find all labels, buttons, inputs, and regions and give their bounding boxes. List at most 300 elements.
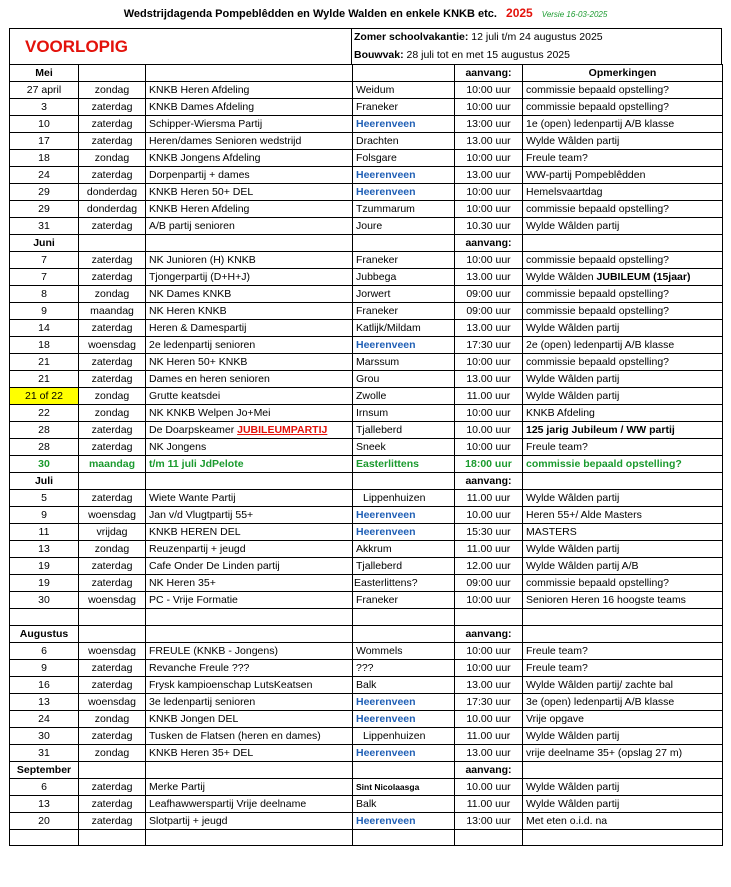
row-note	[523, 354, 723, 371]
row-location: Easterlittens?	[353, 575, 455, 592]
table-row	[10, 252, 723, 269]
row-date: 17	[10, 133, 79, 150]
row-note	[523, 184, 723, 201]
row-time: 10:00 uur	[455, 354, 523, 371]
row-day: zaterdag	[79, 354, 146, 371]
row-event-text: Tusken de Flatsen (heren en dames)	[149, 729, 321, 742]
table-row	[10, 133, 723, 150]
row-event-text: 2e ledenpartij senioren	[149, 339, 256, 351]
table-row	[10, 371, 723, 388]
row-note	[523, 795, 723, 812]
row-event	[146, 524, 353, 541]
row-note-text: commissie bepaald opstelling?	[526, 288, 669, 300]
row-day: zaterdag	[79, 167, 146, 184]
row-event	[146, 795, 353, 812]
row-note-text: Wylde Wâlden partij/ zachte bal	[526, 678, 673, 691]
row-event-text: NK Heren 35+	[149, 577, 216, 589]
row-time: 10:00 uur	[455, 201, 523, 218]
row-note	[523, 218, 723, 235]
empty-cell	[353, 829, 455, 846]
title-version: Versie 16-03-2025	[541, 10, 608, 19]
row-day: zaterdag	[79, 575, 146, 592]
section-row-juni	[10, 235, 723, 252]
row-location: Weidum	[353, 82, 455, 99]
row-event	[146, 388, 353, 405]
row-day: donderdag	[79, 201, 146, 218]
empty-cell	[79, 609, 146, 626]
zomer-vakantie	[354, 31, 603, 43]
row-day: zaterdag	[79, 252, 146, 269]
row-date: 11	[10, 524, 79, 541]
row-date: 6	[10, 642, 79, 659]
empty-cell	[79, 761, 146, 778]
row-note-text: Wylde Wâlden partij	[526, 492, 620, 504]
row-day: zaterdag	[79, 116, 146, 133]
row-event	[146, 778, 353, 795]
row-note	[523, 337, 723, 354]
row-location: Heerenveen	[353, 167, 455, 184]
row-event-text: PC - Vrije Formatie	[149, 594, 238, 606]
row-time: 10:00 uur	[455, 150, 523, 167]
row-event	[146, 150, 353, 167]
row-event	[146, 218, 353, 235]
row-event	[146, 693, 353, 710]
row-event-text: KNKB Jongens Afdeling	[149, 152, 261, 164]
row-event-text: NK KNKB Welpen Jo+Mei	[149, 407, 271, 419]
row-day: zondag	[79, 710, 146, 727]
row-date: 21 of 22	[10, 388, 79, 405]
row-event-text: Frysk kampioenschap LutsKeatsen	[149, 678, 313, 691]
opmerkingen-header: Opmerkingen	[523, 65, 723, 82]
row-note-text: Wylde Wâlden partij	[526, 797, 620, 810]
row-event-text: KNKB Heren Afdeling	[149, 84, 250, 96]
row-note-text: Wylde Wâlden partij	[526, 220, 620, 232]
row-note-text: Wylde Wâlden partij	[526, 322, 620, 334]
row-note	[523, 303, 723, 320]
row-time: 13.00 uur	[455, 269, 523, 286]
empty-cell	[353, 473, 455, 490]
section-title: Augustus	[10, 625, 79, 642]
row-note	[523, 676, 723, 693]
row-date: 19	[10, 575, 79, 592]
row-event-text: NK Junioren (H) KNKB	[149, 254, 256, 266]
row-note-text: commissie bepaald opstelling?	[526, 458, 682, 470]
table-row	[10, 558, 723, 575]
row-event	[146, 456, 353, 473]
row-event-text: Heren & Damespartij	[149, 322, 247, 334]
row-date: 20	[10, 812, 79, 829]
row-location: Heerenveen	[353, 812, 455, 829]
row-note	[523, 710, 723, 727]
row-date: 7	[10, 252, 79, 269]
row-location: Joure	[353, 218, 455, 235]
row-event-text: NK Heren 50+ KNKB	[149, 356, 248, 368]
table-row	[10, 456, 723, 473]
row-date: 14	[10, 320, 79, 337]
row-time: 13.00 uur	[455, 676, 523, 693]
row-note	[523, 490, 723, 507]
row-time: 10:00 uur	[455, 642, 523, 659]
row-date: 31	[10, 744, 79, 761]
row-date: 6	[10, 778, 79, 795]
row-time: 09:00 uur	[455, 303, 523, 320]
aanvang-header: aanvang:	[455, 473, 523, 490]
row-location: Tzummarum	[353, 201, 455, 218]
row-note	[523, 659, 723, 676]
row-note-text: Vrije opgave	[526, 712, 584, 725]
row-note	[523, 575, 723, 592]
empty-cell	[146, 625, 353, 642]
row-event	[146, 303, 353, 320]
table-row	[10, 388, 723, 405]
aanvang-header: aanvang:	[455, 65, 523, 82]
row-note	[523, 778, 723, 795]
status-label: VOORLOPIG	[25, 37, 128, 56]
row-note-text: Wylde Wâlden partij A/B	[526, 560, 639, 572]
row-location: Franeker	[353, 303, 455, 320]
row-note-text: commissie bepaald opstelling?	[526, 254, 669, 266]
row-event-text: Schipper-Wiersma Partij	[149, 118, 263, 130]
row-event-text: Merke Partij	[149, 780, 206, 793]
table-row	[10, 592, 723, 609]
row-note	[523, 201, 723, 218]
row-location: Heerenveen	[353, 337, 455, 354]
row-date: 21	[10, 371, 79, 388]
row-note-bold: JUBILEUM (15jaar)	[596, 271, 691, 283]
table-row	[10, 439, 723, 456]
row-note-text: WW-partij Pompeblêdden	[526, 169, 646, 181]
row-location: Easterlittens	[353, 456, 455, 473]
row-time: 13.00 uur	[455, 320, 523, 337]
section-title: September	[10, 761, 79, 778]
section-row-mei	[10, 65, 723, 82]
row-time: 13.00 uur	[455, 371, 523, 388]
row-event-text: Dames en heren senioren	[149, 373, 270, 385]
empty-cell	[455, 829, 523, 846]
row-day: zaterdag	[79, 133, 146, 150]
row-event	[146, 558, 353, 575]
row-event-text: NK Dames KNKB	[149, 288, 232, 300]
row-event	[146, 507, 353, 524]
empty-cell	[79, 829, 146, 846]
row-day: zaterdag	[79, 812, 146, 829]
row-date: 3	[10, 99, 79, 116]
row-event	[146, 184, 353, 201]
row-date: 13	[10, 541, 79, 558]
row-event	[146, 676, 353, 693]
row-location: Franeker	[353, 592, 455, 609]
row-location: Heerenveen	[353, 693, 455, 710]
row-event-text: Reuzenpartij + jeugd	[149, 543, 246, 555]
row-note	[523, 422, 723, 439]
row-day: maandag	[79, 456, 146, 473]
row-location: Folsgare	[353, 150, 455, 167]
empty-cell	[79, 65, 146, 82]
row-event-text: KNKB Heren 35+ DEL	[149, 746, 254, 759]
row-time: 10.00 uur	[455, 507, 523, 524]
row-note-text: commissie bepaald opstelling?	[526, 577, 669, 589]
row-time: 10:00 uur	[455, 439, 523, 456]
row-location: Balk	[353, 676, 455, 693]
row-event-text: Cafe Onder De Linden partij	[149, 560, 280, 572]
table-row	[10, 507, 723, 524]
row-date: 21	[10, 354, 79, 371]
row-day: zondag	[79, 388, 146, 405]
row-day: zaterdag	[79, 439, 146, 456]
row-event	[146, 490, 353, 507]
empty-cell	[455, 609, 523, 626]
row-note-text: Wylde Wâlden partij	[526, 135, 620, 147]
row-event	[146, 371, 353, 388]
row-event	[146, 116, 353, 133]
table-row	[10, 727, 723, 744]
row-event	[146, 422, 353, 439]
row-note-text: 2e (open) ledenpartij A/B klasse	[526, 339, 675, 351]
table-row	[10, 795, 723, 812]
row-date: 18	[10, 150, 79, 167]
row-event	[146, 286, 353, 303]
row-date: 8	[10, 286, 79, 303]
row-day: zaterdag	[79, 371, 146, 388]
section-row-augustus	[10, 625, 723, 642]
row-date: 28	[10, 439, 79, 456]
row-day: zaterdag	[79, 99, 146, 116]
row-date: 24	[10, 167, 79, 184]
row-time: 13.00 uur	[455, 133, 523, 150]
empty-cell	[146, 829, 353, 846]
row-note-text: Hemelsvaartdag	[526, 186, 603, 198]
row-date: 22	[10, 405, 79, 422]
row-event	[146, 744, 353, 761]
row-event	[146, 439, 353, 456]
table-row	[10, 405, 723, 422]
row-time: 09:00 uur	[455, 575, 523, 592]
row-note-text: MASTERS	[526, 526, 577, 538]
spacer-row	[10, 609, 723, 626]
row-date: 10	[10, 116, 79, 133]
section-row-juli	[10, 473, 723, 490]
row-location: Jorwert	[353, 286, 455, 303]
row-note	[523, 405, 723, 422]
row-time: 11.00 uur	[455, 490, 523, 507]
row-note-text: 3e (open) ledenpartij A/B klasse	[526, 695, 675, 708]
empty-cell	[10, 829, 79, 846]
row-time: 13:00 uur	[455, 812, 523, 829]
row-day: zaterdag	[79, 218, 146, 235]
row-note	[523, 439, 723, 456]
row-day: zaterdag	[79, 676, 146, 693]
row-event-text: KNKB HEREN DEL	[149, 526, 241, 538]
row-day: zondag	[79, 150, 146, 167]
row-note-text: 1e (open) ledenpartij A/B klasse	[526, 118, 675, 130]
row-note-text: Heren 55+/ Alde Masters	[526, 509, 642, 521]
row-note-text: commissie bepaald opstelling?	[526, 356, 669, 368]
table-row	[10, 201, 723, 218]
table-row	[10, 812, 723, 829]
section-row-september	[10, 761, 723, 778]
row-location: Heerenveen	[353, 710, 455, 727]
row-date: 9	[10, 303, 79, 320]
row-note	[523, 150, 723, 167]
bouwvak-label: Bouwvak:	[354, 49, 404, 61]
row-event	[146, 167, 353, 184]
table-row	[10, 422, 723, 439]
row-time: 10:00 uur	[455, 592, 523, 609]
table-row	[10, 184, 723, 201]
row-note-text: Wylde Wâlden partij	[526, 729, 620, 742]
row-note	[523, 744, 723, 761]
empty-cell	[353, 625, 455, 642]
row-event	[146, 82, 353, 99]
row-event-text: 3e ledenpartij senioren	[149, 695, 256, 708]
row-note	[523, 388, 723, 405]
row-event-text: Grutte keatsdei	[149, 390, 221, 402]
row-event	[146, 642, 353, 659]
table-row	[10, 744, 723, 761]
row-date: 24	[10, 710, 79, 727]
row-location: Sneek	[353, 439, 455, 456]
row-note-text: 125 jarig Jubileum / WW partij	[526, 424, 675, 436]
row-date: 13	[10, 693, 79, 710]
empty-cell	[353, 609, 455, 626]
row-time: 17:30 uur	[455, 693, 523, 710]
row-date: 28	[10, 422, 79, 439]
table-row	[10, 778, 723, 795]
row-note	[523, 371, 723, 388]
row-time: 10.00 uur	[455, 710, 523, 727]
row-note-text: Freule team?	[526, 152, 588, 164]
empty-cell	[146, 65, 353, 82]
table-row	[10, 659, 723, 676]
row-location: Sint Nicolaasga	[353, 778, 455, 795]
row-time: 11.00 uur	[455, 388, 523, 405]
row-time: 11.00 uur	[455, 727, 523, 744]
table-row	[10, 286, 723, 303]
empty-cell	[146, 761, 353, 778]
row-event-text: Jan v/d Vlugtpartij 55+	[149, 509, 254, 521]
row-time: 09:00 uur	[455, 286, 523, 303]
row-time: 10:00 uur	[455, 99, 523, 116]
row-date: 31	[10, 218, 79, 235]
table-row	[10, 303, 723, 320]
table-row	[10, 541, 723, 558]
row-day: zaterdag	[79, 422, 146, 439]
row-event	[146, 252, 353, 269]
row-time: 12.00 uur	[455, 558, 523, 575]
row-event-text: Leafhawwerspartij Vrije deelname	[149, 797, 307, 810]
row-time: 15:30 uur	[455, 524, 523, 541]
row-location: Balk	[353, 795, 455, 812]
row-date: 5	[10, 490, 79, 507]
row-day: vrijdag	[79, 524, 146, 541]
section-title: Juni	[10, 235, 79, 252]
table-row	[10, 524, 723, 541]
row-note	[523, 541, 723, 558]
row-event	[146, 710, 353, 727]
row-location: Heerenveen	[353, 507, 455, 524]
row-day: woensdag	[79, 507, 146, 524]
row-event-text: NK Jongens	[149, 441, 207, 453]
row-event	[146, 269, 353, 286]
row-date: 29	[10, 184, 79, 201]
table-row	[10, 150, 723, 167]
empty-cell	[353, 761, 455, 778]
row-day: woensdag	[79, 592, 146, 609]
row-time: 10:00 uur	[455, 184, 523, 201]
row-time: 10:00 uur	[455, 659, 523, 676]
row-location: Grou	[353, 371, 455, 388]
row-date: 16	[10, 676, 79, 693]
row-day: maandag	[79, 303, 146, 320]
table-row	[10, 337, 723, 354]
row-time: 11.00 uur	[455, 541, 523, 558]
row-date: 18	[10, 337, 79, 354]
row-event-text: NK Heren KNKB	[149, 305, 227, 317]
row-event	[146, 99, 353, 116]
section-title: Juli	[10, 473, 79, 490]
row-location: Franeker	[353, 99, 455, 116]
row-event-text: KNKB Dames Afdeling	[149, 101, 255, 113]
row-note-text: vrije deelname 35+ (opslag 27 m)	[526, 746, 683, 759]
table-row	[10, 269, 723, 286]
row-location: Wommels	[353, 642, 455, 659]
empty-cell	[523, 829, 723, 846]
row-note-text: Freule team?	[526, 661, 588, 674]
row-location: Zwolle	[353, 388, 455, 405]
row-event	[146, 337, 353, 354]
row-day: zondag	[79, 286, 146, 303]
row-time: 13:00 uur	[455, 116, 523, 133]
empty-cell	[353, 235, 455, 252]
row-event	[146, 727, 353, 744]
row-note	[523, 812, 723, 829]
row-note	[523, 133, 723, 150]
row-date: 30	[10, 592, 79, 609]
row-day: woensdag	[79, 693, 146, 710]
row-time: 10:00 uur	[455, 405, 523, 422]
row-time: 13.00 uur	[455, 744, 523, 761]
row-event-text: De Doarpskeamer	[149, 424, 238, 436]
row-date: 7	[10, 269, 79, 286]
header-divider	[351, 28, 352, 64]
row-event	[146, 592, 353, 609]
bouwvak-value: 28 juli tot en met 15 augustus 2025	[403, 49, 570, 61]
row-date: 13	[10, 795, 79, 812]
row-event-text: KNKB Heren 50+ DEL	[149, 186, 254, 198]
row-note-text: Wylde Wâlden partij	[526, 390, 620, 402]
row-note	[523, 116, 723, 133]
row-note	[523, 693, 723, 710]
table-row	[10, 116, 723, 133]
row-event-text: KNKB Jongen DEL	[149, 712, 239, 725]
row-day: zaterdag	[79, 727, 146, 744]
row-time: 13.00 uur	[455, 167, 523, 184]
row-location: Marssum	[353, 354, 455, 371]
row-event	[146, 659, 353, 676]
row-location: ???	[353, 659, 455, 676]
row-note	[523, 456, 723, 473]
title-year: 2025	[506, 6, 533, 20]
row-note	[523, 507, 723, 524]
table-row	[10, 320, 723, 337]
row-note	[523, 320, 723, 337]
empty-cell	[523, 473, 723, 490]
bouwvak	[354, 49, 570, 61]
table-row	[10, 676, 723, 693]
row-event-text: Wiete Wante Partij	[149, 492, 236, 504]
title-main: Wedstrijdagenda Pompeblêdden en Wylde Walden en enkele KNKB etc.	[123, 8, 497, 20]
row-note	[523, 269, 723, 286]
